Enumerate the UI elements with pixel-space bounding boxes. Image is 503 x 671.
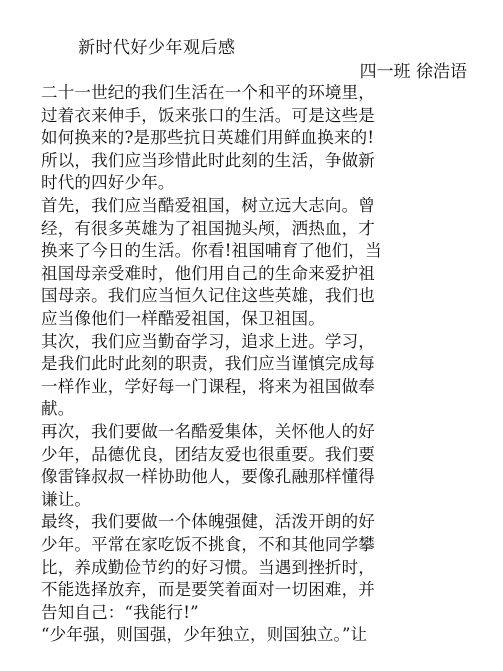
text-line: 献。: [41, 399, 75, 418]
text-line: 换来了今日的生活。你看!祖国哺育了他们，当: [41, 241, 382, 260]
text-line: 最终，我们要做一个体魄强健，活泼开朗的好: [41, 512, 375, 531]
text-line: 国母亲。我们应当恒久记住这些英雄，我们也: [41, 286, 375, 305]
text-line: 时代的四好少年。: [41, 173, 175, 192]
text-line: 不能选择放弃，而是要笑着面对一切困难，并: [41, 580, 375, 599]
text-line: 过着衣来伸手，饭来张口的生活。可是这些是: [41, 106, 375, 125]
text-line: 应当像他们一样酷爱祖国，保卫祖国。: [41, 309, 325, 328]
document-title: 新时代好少年观后感: [78, 38, 236, 58]
text-line: 谦让。: [41, 490, 92, 509]
text-line: 比，养成勤俭节约的好习惯。当遇到挫折时，: [41, 558, 375, 577]
text-line: 如何换来的?是那些抗日英雄们用鲜血换来的!: [41, 128, 375, 147]
text-line: 告知自己：“我能行!”: [41, 603, 199, 622]
text-line: 首先，我们应当酷爱祖国，树立远大志向。曾: [41, 196, 375, 215]
author-line: 四一班 徐浩语: [359, 62, 467, 82]
text-line: 少年。平常在家吃饭不挑食，不和其他同学攀: [41, 535, 375, 554]
text-line: 经，有很多英雄为了祖国抛头颅，洒热血，才: [41, 219, 375, 238]
text-line: 祖国母亲受难时，他们用自己的生命来爱护祖: [41, 264, 375, 283]
text-line: 像雷锋叔叔一样协助他人，要像孔融那样懂得: [41, 467, 375, 486]
text-line: 是我们此时此刻的职责，我们应当谨慎完成每: [41, 354, 375, 373]
text-line: 少年，品德优良，团结友爱也很重要。我们要: [41, 445, 375, 464]
text-line: “少年强，则国强，少年独立，则国独立。”让: [41, 625, 368, 644]
text-line: 其次，我们应当勤奋学习，追求上进。学习，: [41, 332, 375, 351]
text-line: 所以，我们应当珍惜此时此刻的生活，争做新: [41, 151, 375, 170]
text-line: 二十一世纪的我们生活在一个和平的环境里，: [41, 83, 375, 102]
text-line: 一样作业，学好每一门课程，将来为祖国做奉: [41, 377, 375, 396]
text-line: 再次，我们要做一名酷爱集体，关怀他人的好: [41, 422, 375, 441]
